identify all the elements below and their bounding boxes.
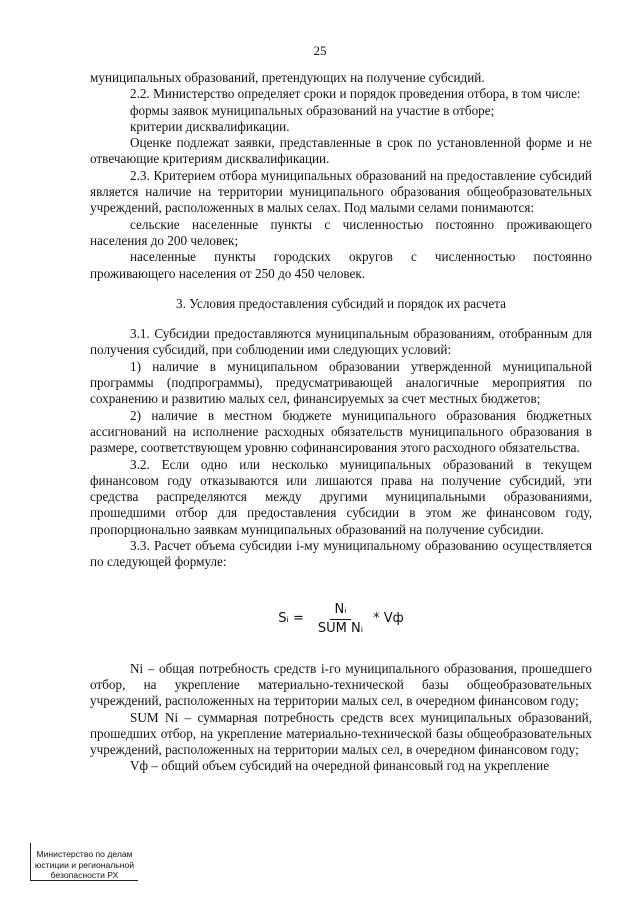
paragraph: формы заявок муниципальных образований на участие в отборе; [130,102,495,118]
paragraph: критерии дисквалификации. [130,118,290,134]
section-2-text [90,70,592,282]
paragraph: 3.3. Расчет объема субсидии i-му муниципальному образованию осуществляется по следующей формуле: [90,538,592,570]
ministry-stamp [30,843,138,881]
stamp-line-1: Министерство по делам [36,849,133,859]
paragraph: Ni – общая потребность средств i-го муниципального образования, прошедшего отбор, на укрепление материально-технической базы общеобразовательных учреждений, расположенных на территории малых сел, в очередном финансовом году; [90,660,592,709]
document-body [90,70,592,775]
formula-denominator: SUM Nᵢ [317,621,364,637]
paragraph: 3.1. Субсидии предоставляются муниципальным образованиям, отобранным для получения субсидий, при соблюдении ими следующих условий: [90,326,592,358]
formula-fraction [314,602,367,638]
paragraph: 2.3. Критерием отбора муниципальных образований на предоставление субсидий является наличие на территории муниципального образования общеобразовательных учреждений, расположенных в малых селах. Под малыми селами понимаются: [90,167,592,216]
paragraph: муниципальных образований, претендующих на получение субсидий. [90,70,485,85]
stamp-line-3: безопасности РХ [50,870,119,880]
formula-lhs: Sᵢ = [278,611,304,627]
formula-numerator: Nᵢ [330,602,350,620]
paragraph: населенные пункты городских округов с численностью постоянно проживающего населения от 250 до 450 человек. [90,249,592,281]
paragraph: 1) наличие в муниципальном образовании утвержденной муниципальной программы (подпрограммы), предусматривающей аналогичные мероприятия по сохранению и развитию малых сел, финансируемых за счет местных бюджетов; [90,358,592,407]
paragraph: Vф – общий объем субсидий на очередной финансовый год на укрепление [130,758,550,774]
paragraph: 2) наличие в местном бюджете муниципального образования бюджетных ассигнований на исполнение расходных обязательств муниципального образования в размере, соответствующем уровню софинансирования этого расходного обязательства. [90,407,592,456]
paragraph: сельские населенные пункты с численностью постоянно проживающего населения до 200 человек; [90,216,592,248]
section-3-text [90,326,592,570]
formula-definitions [90,661,592,775]
section-heading: 3. Условия предоставления субсидий и порядок их расчета [176,295,506,311]
paragraph: 3.2. Если одно или несколько муниципальных образований в текущем финансовом году отказываются или лишаются права на получение субсидий, эти средства распределяются между другими муниципальными образованиями, прошедшими отбор для предоставления субсидии в этом же финансовом году, пропорционально заявкам муниципальных образований на получение субсидии. [90,456,592,537]
subsidy-formula [90,585,592,655]
formula-rhs: * Vф [373,611,404,627]
stamp-line-2: юстиции и региональной [34,859,135,870]
paragraph: 2.2. Министерство определяет сроки и порядок проведения отбора, в том числе: [130,86,581,102]
paragraph: SUM Ni – суммарная потребность средств всех муниципальных образований, прошедших отбор, на укрепление материально-технической базы общеобразовательных учреждений, расположенных на территории малых сел, в очередном финансовом году; [90,709,592,758]
paragraph: Оценке подлежат заявки, представленные в срок по установленной форме и не отвечающие критериям дисквалификации. [90,135,592,167]
page-number: 25 [313,43,327,58]
